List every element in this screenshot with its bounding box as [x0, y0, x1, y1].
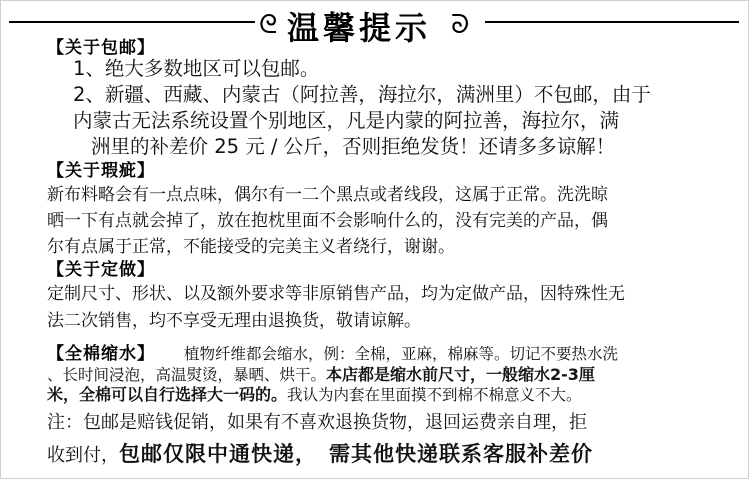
swirl-ornament-left-icon: ᘓ [259, 10, 278, 40]
custom-line-2: 法二次销售，均不享受无理由退换货，敬请谅解。 [47, 311, 421, 331]
page-title: 温馨提示 [287, 9, 432, 47]
shipping-line-3: 内蒙古无法系统设置个别地区，凡是内蒙的阿拉善，海拉尔，满 [73, 109, 620, 132]
cotton-line-2-text: 、长时间浸泡，高温熨烫，暴晒、烘干。 [47, 366, 327, 384]
cotton-heading: 【全棉缩水】 [47, 344, 155, 364]
defects-line-1: 新布料略会有一点点味，偶尔有一二个黑点或者线段，这属于正常。洗洗晾 [47, 185, 608, 205]
cotton-line-3-text: 我认为内套在里面摸不到棉不棉意义不大。 [287, 386, 582, 404]
shipping-line-1: 1、绝大多数地区可以包邮。 [73, 57, 320, 80]
shipping-line-4: 洲里的补差价 25 元 / 公斤，否则拒绝发货！还请多多谅解！ [91, 135, 616, 158]
swirl-ornament-right-icon: ᘐ [451, 10, 470, 40]
note-shipping-carrier: 包邮仅限中通快递， [119, 442, 317, 466]
defects-line-3: 尔有点属于正常，不能接受的完美主义者绕行，谢谢。 [47, 237, 455, 257]
note-line-2 [47, 438, 593, 468]
cotton-line-2-emphasis: 本店都是缩水前尺寸，一般缩水2-3厘 [326, 365, 595, 384]
shipping-heading: 【关于包邮】 [47, 38, 155, 58]
note-line-1: 注：包邮是赔钱促销，如果有不喜欢退换货物，退回运费亲自理，拒 [47, 412, 587, 433]
cotton-line-3-emphasis: 米，全棉可以自行选择大一码的。 [47, 385, 288, 404]
shipping-line-2: 2、新疆、西藏、内蒙古（阿拉善，海拉尔，满洲里）不包邮，由于 [73, 83, 651, 106]
title-rule-left [9, 21, 255, 23]
defects-line-2: 晒一下有点就会掉了，放在抱枕里面不会影响什么的，没有完美的产品，偶 [47, 211, 608, 231]
cotton-line-3 [47, 382, 582, 405]
note-other-carrier: 需其他快递联系客服补差价 [329, 442, 593, 466]
cotton-line-1: 植物纤维都会缩水，例：全棉，亚麻，棉麻等。切记不要热水洗 [184, 345, 619, 363]
title-rule-right [485, 21, 739, 23]
custom-line-1: 定制尺寸、形状、以及额外要求等非原销售产品，均为定做产品，因特殊性无 [47, 284, 625, 304]
defects-heading: 【关于瑕疵】 [47, 161, 155, 181]
custom-heading: 【关于定做】 [47, 260, 155, 280]
note-line-2-start: 收到付， [47, 445, 119, 466]
